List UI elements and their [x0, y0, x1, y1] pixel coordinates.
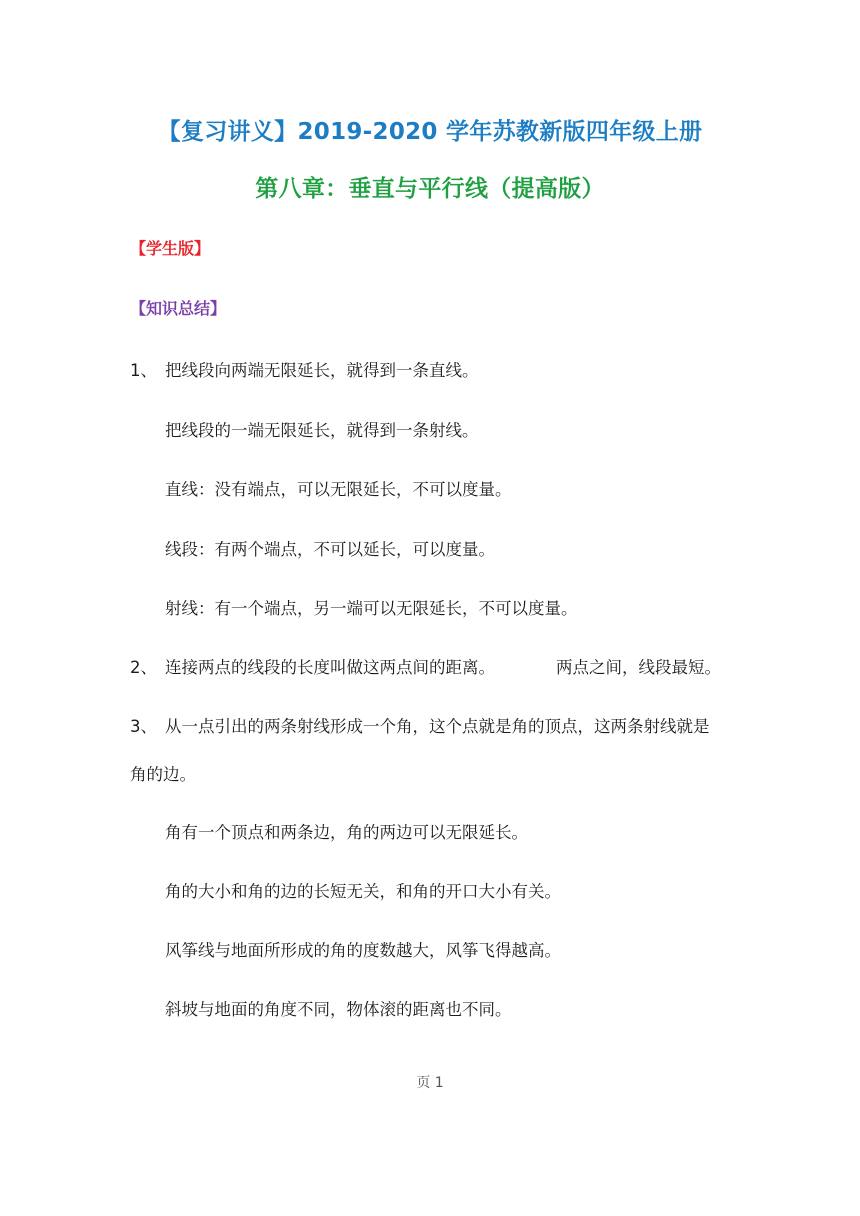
chapter-title: 第八章：垂直与平行线（提高版） — [255, 176, 605, 202]
paragraph-line: 线段：有两个端点，不可以延长，可以度量。 — [165, 540, 495, 559]
item-number: 2、 — [130, 658, 157, 677]
student-edition-label: 【学生版】 — [130, 239, 211, 258]
paragraph-line: 直线：没有端点，可以无限延长，不可以度量。 — [165, 480, 512, 499]
paragraph-line: 连接两点的线段的长度叫做这两点间的距离。 — [165, 658, 495, 677]
paragraph-line: 角的大小和角的边的长短无关，和角的开口大小有关。 — [165, 882, 561, 901]
paragraph-line: 角有一个顶点和两条边，角的两边可以无限延长。 — [165, 823, 528, 842]
item-number: 3、 — [130, 717, 157, 736]
paragraph-line: 射线：有一个端点，另一端可以无限延长，不可以度量。 — [165, 599, 578, 618]
paragraph-line: 两点之间，线段最短。 — [556, 658, 721, 677]
knowledge-summary-heading: 【知识总结】 — [130, 299, 227, 318]
paragraph-line: 角的边。 — [130, 765, 196, 784]
document-title: 【复习讲义】2019-2020 学年苏教新版四年级上册 — [157, 119, 703, 145]
item-number: 1、 — [130, 361, 157, 380]
paragraph-line: 把线段的一端无限延长，就得到一条射线。 — [165, 421, 479, 440]
paragraph-line: 把线段向两端无限延长，就得到一条直线。 — [165, 361, 479, 380]
page-number: 页 1 — [416, 1075, 444, 1091]
paragraph-line: 斜坡与地面的角度不同，物体滚的距离也不同。 — [165, 1000, 512, 1019]
paragraph-line: 从一点引出的两条射线形成一个角，这个点就是角的顶点，这两条射线就是 — [165, 717, 710, 736]
paragraph-line: 风筝线与地面所形成的角的度数越大，风筝飞得越高。 — [165, 941, 561, 960]
